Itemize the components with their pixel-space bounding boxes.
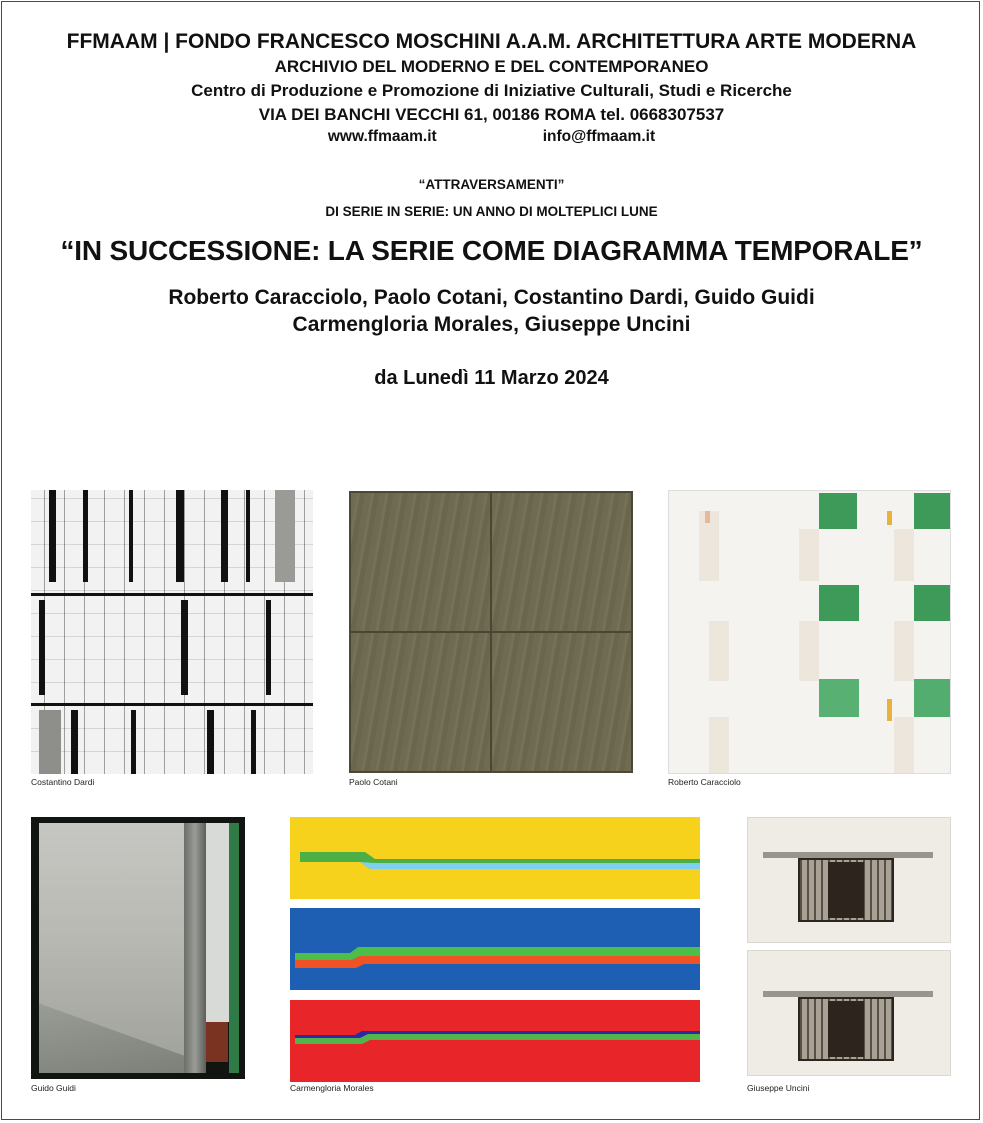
archive-name: ARCHIVIO DEL MODERNO E DEL CONTEMPORANEO xyxy=(274,57,709,76)
address-line: VIA DEI BANCHI VECCHI 61, 00186 ROMA tel. 0668307537 xyxy=(258,105,725,124)
exhibition-title: “IN SUCCESSIONE: LA SERIE COME DIAGRAMMA TEMPORALE” xyxy=(60,235,923,266)
cycle-title: “ATTRAVERSAMENTI” xyxy=(418,177,565,192)
artists-line-2: Carmengloria Morales, Giuseppe Uncini xyxy=(292,313,691,336)
cycle-subtitle: DI SERIE IN SERIE: UN ANNO DI MOLTEPLICI LUNE xyxy=(325,204,658,219)
email-link[interactable]: info@ffmaam.it xyxy=(542,128,656,145)
artwork-guidi-image xyxy=(31,817,245,1079)
caption-morales: Carmengloria Morales xyxy=(290,1083,374,1093)
website-link[interactable]: www.ffmaam.it xyxy=(327,128,437,145)
artwork-cotani-image xyxy=(349,491,633,773)
exhibition-date: da Lunedì 11 Marzo 2024 xyxy=(374,367,609,389)
centre-description: Centro di Produzione e Promozione di Iniziative Culturali, Studi e Ricerche xyxy=(191,81,792,100)
caption-guidi: Guido Guidi xyxy=(31,1083,76,1093)
caption-dardi: Costantino Dardi xyxy=(31,777,95,787)
organization-name: FFMAAM | FONDO FRANCESCO MOSCHINI A.A.M. ARCHITETTURA ARTE MODERNA xyxy=(66,30,917,53)
contacts-line xyxy=(0,128,983,146)
artwork-uncini-drawing-1 xyxy=(747,817,951,943)
caption-cotani: Paolo Cotani xyxy=(349,777,398,787)
artwork-caracciolo-image xyxy=(668,490,951,774)
artwork-uncini-drawing-2 xyxy=(747,950,951,1076)
artwork-morales-panel-yellow xyxy=(290,817,700,899)
caption-caracciolo: Roberto Caracciolo xyxy=(668,777,741,787)
artwork-morales-panel-blue xyxy=(290,908,700,990)
artists-line-1: Roberto Caracciolo, Paolo Cotani, Costantino Dardi, Guido Guidi xyxy=(168,286,815,309)
caption-uncini: Giuseppe Uncini xyxy=(747,1083,810,1093)
artwork-morales-panel-red xyxy=(290,1000,700,1082)
artwork-dardi-image xyxy=(31,490,313,774)
